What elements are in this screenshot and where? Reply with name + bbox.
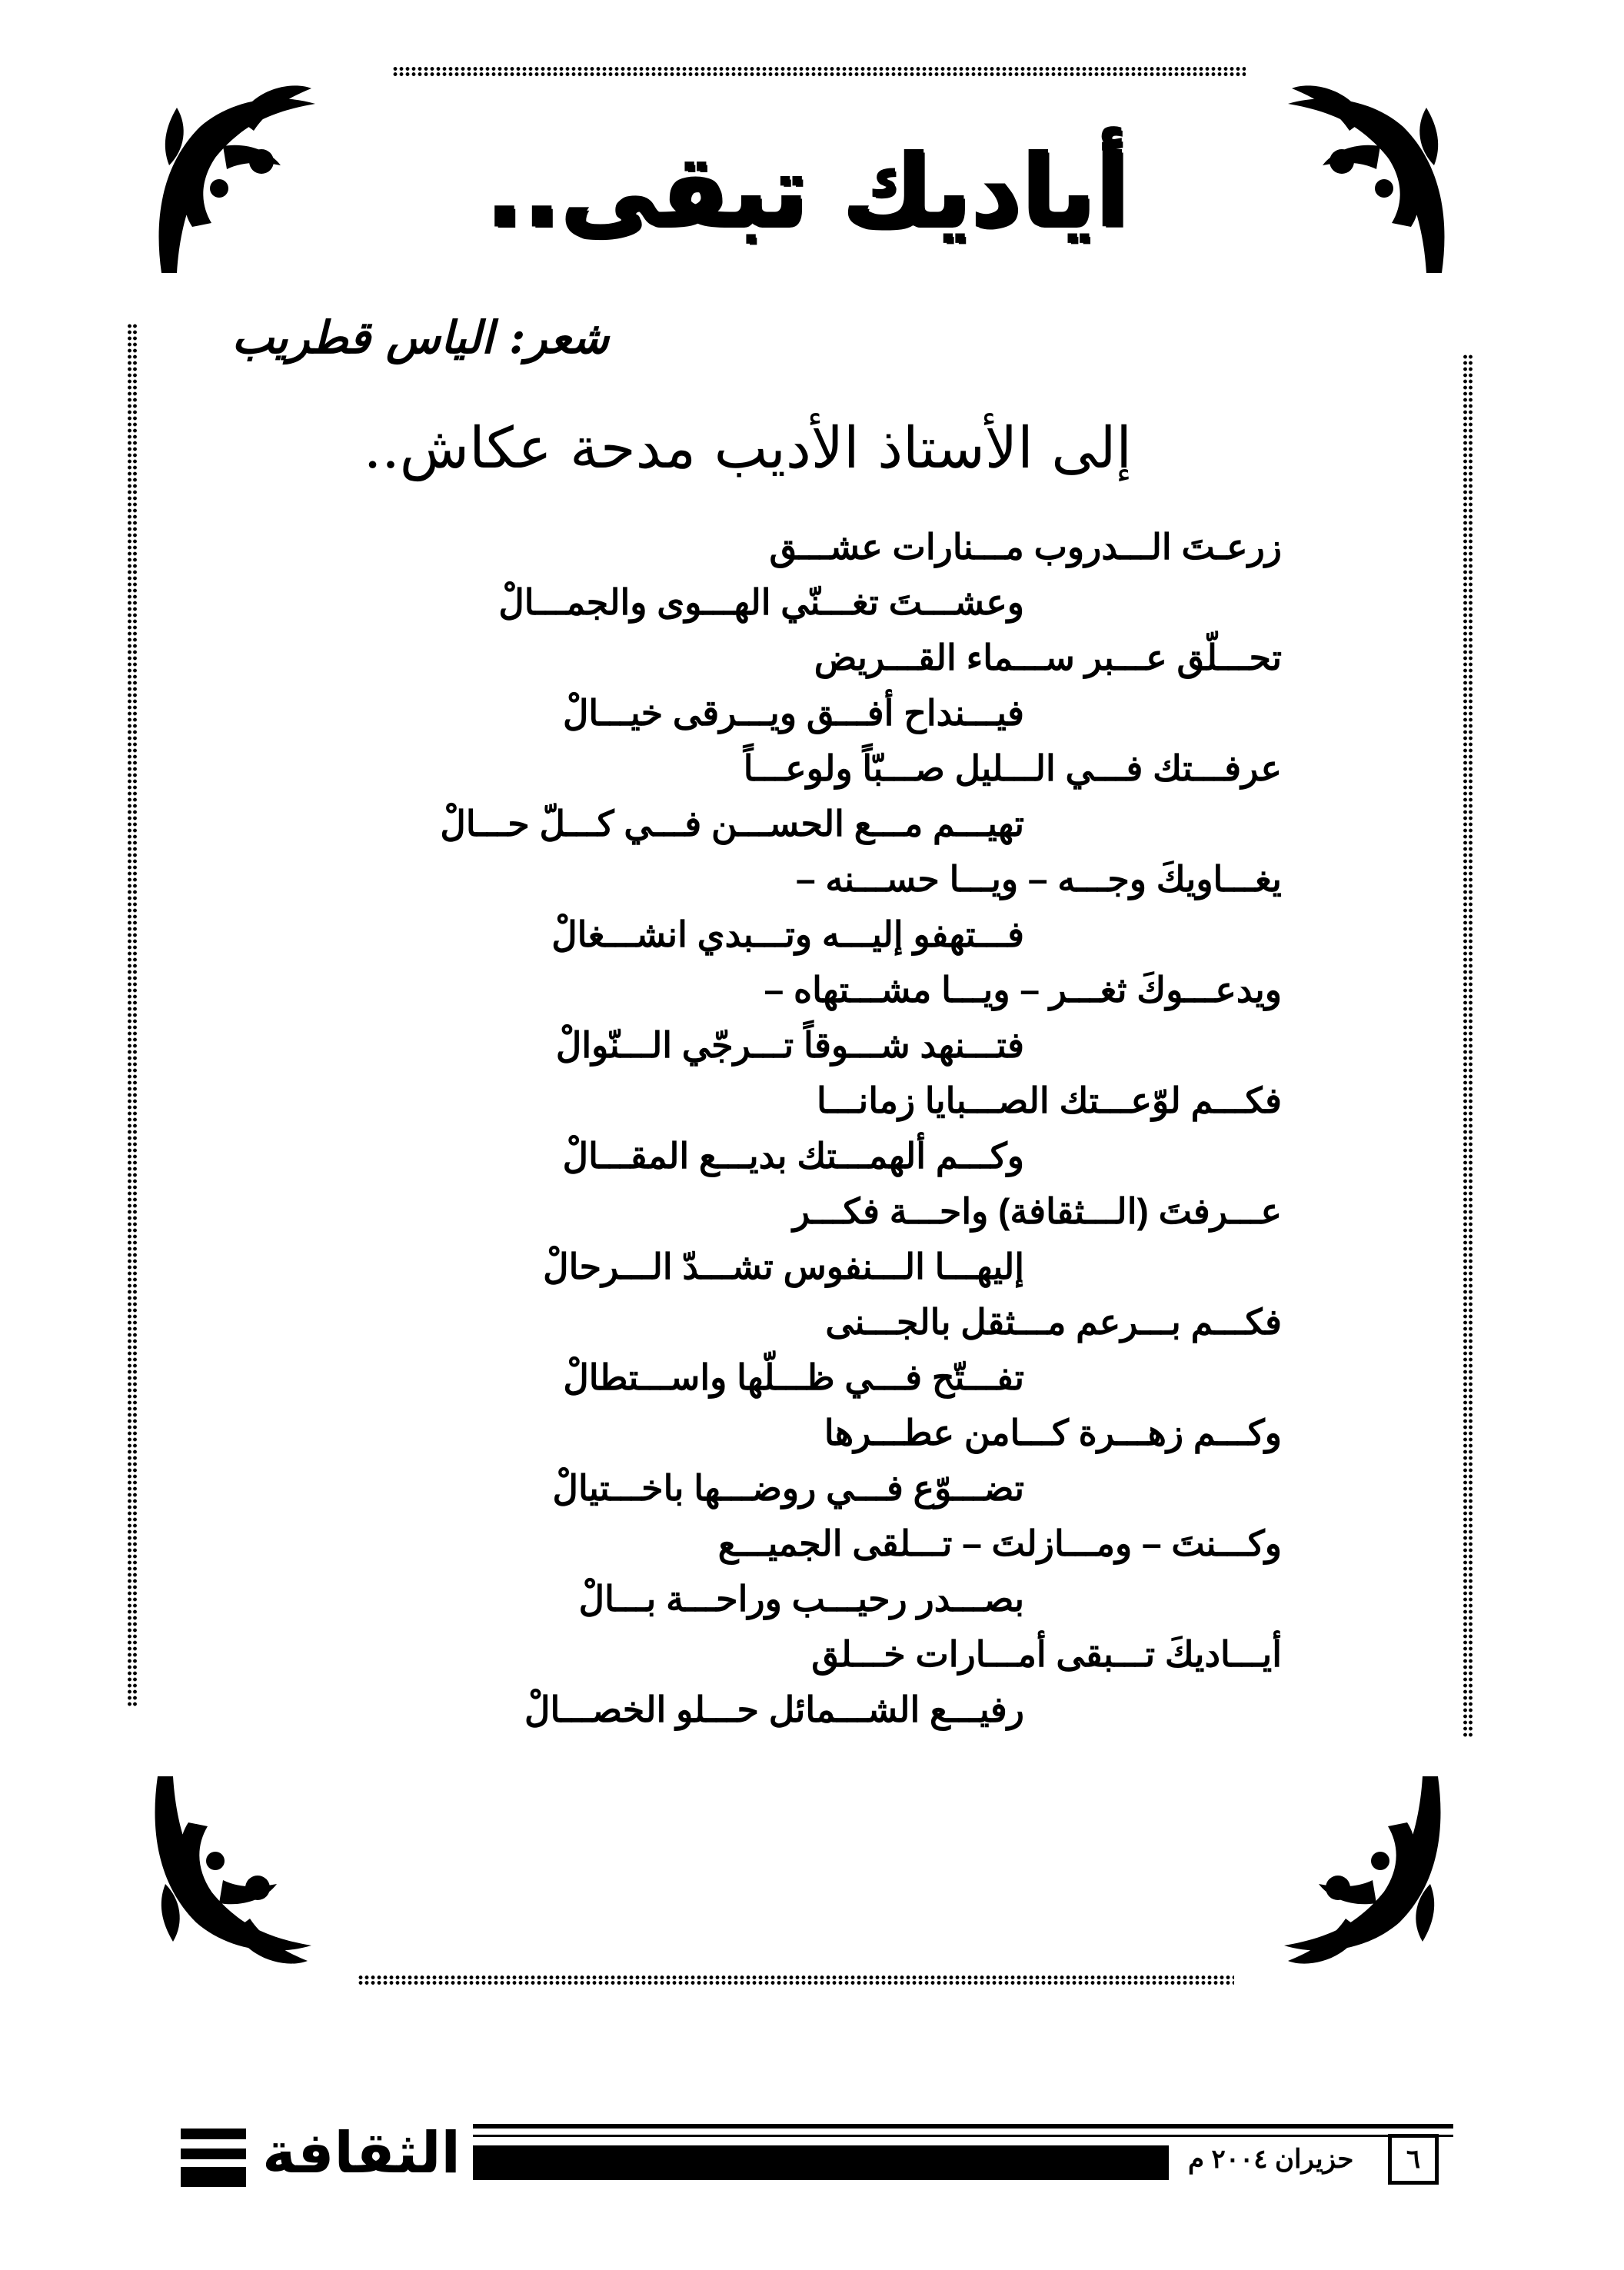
- floral-ornament-icon: [146, 73, 323, 281]
- verse-line: وكـــم زهـــرة كـــامن عطـــرها: [824, 1413, 1282, 1453]
- footer-left-bar-mid: [181, 2149, 246, 2159]
- footer-left-bar-bottom: [181, 2167, 246, 2187]
- verse-line: إليهـــا الـــنفوس تشـــدّ الـــرحالْ: [543, 1247, 1024, 1286]
- corner-ornament-bottom-left: [142, 1769, 319, 1976]
- verse-line: تحـــلّق عـــبر ســـماء القـــريض: [814, 637, 1282, 677]
- footer-left-bar-top: [181, 2129, 246, 2139]
- verse-line: ويدعـــوكَ ثغـــر – ويـــا مشـــتهاه –: [764, 970, 1282, 1010]
- verse-line: وعشـــتَ تغـــنّي الهـــوى والجمـــالْ: [498, 582, 1024, 622]
- right-dotted-border: [1463, 354, 1473, 1738]
- bottom-dotted-border: [358, 1975, 1234, 1985]
- verse-line: يغـــاويكَ وجـــه – ويـــا حســـنه –: [796, 859, 1282, 899]
- poem-title: أياديك تبقى..: [485, 135, 1130, 249]
- verse-line: رفيـــع الشـــمائل حـــلو الخصـــالْ: [524, 1689, 1024, 1729]
- left-dotted-border: [127, 323, 138, 1707]
- verse-line: بصـــدر رحيـــب وراحـــة بـــالْ: [578, 1579, 1024, 1619]
- top-dotted-border: [392, 66, 1246, 77]
- footer-rule-top: [473, 2124, 1453, 2129]
- author-line: شعر: الياس قطريب: [231, 311, 609, 364]
- floral-ornament-icon: [1276, 1769, 1453, 1976]
- footer-thick-bar: [473, 2145, 1169, 2180]
- magazine-logo: الثقافة: [262, 2120, 461, 2186]
- floral-ornament-icon: [142, 1769, 319, 1976]
- corner-ornament-top-left: [146, 73, 323, 281]
- verse-line: فكـــم بـــرعم مـــثقل بالجـــنى: [825, 1302, 1282, 1342]
- verse-line: عـــرفتَ (الـــثقافة) واحـــة فكـــر: [792, 1191, 1282, 1231]
- verse-line: عرفـــتك فـــي الـــليل صـــبّاً ولوعـــاً: [743, 748, 1282, 788]
- verse-line: تضـــوّع فـــي روضـــها باخـــتيالْ: [552, 1468, 1024, 1508]
- verse-line: فكـــم لوّعـــتك الصـــبايا زمانـــا: [816, 1080, 1282, 1120]
- verse-line: وكـــنتَ – ومـــازلتَ – تـــلقى الجميـــع: [717, 1523, 1282, 1563]
- verse-line: تهيـــم مـــع الحســـن فـــي كـــلّ حـــالْ: [440, 804, 1024, 844]
- verse-line: وكـــم ألهمـــتك بديـــع المقـــالْ: [562, 1136, 1024, 1176]
- verse-line: زرعـتَ الـــدروب مـــنارات عشـــق: [769, 527, 1282, 567]
- floral-ornament-icon: [1280, 73, 1457, 281]
- verse-line: تفـــتّح فـــي ظـــلّها واســـتطالْ: [563, 1357, 1024, 1397]
- issue-date: حزيران ٢٠٠٤ م: [1188, 2145, 1354, 2174]
- page-number: ٦: [1388, 2134, 1439, 2185]
- verse-line: فيـــنداح أفـــق ويـــرقى خيـــالْ: [562, 693, 1024, 733]
- verse-line: فـــتهفو إليـــه وتـــبدي انشـــغالْ: [551, 914, 1024, 954]
- footer-rule-thin-1: [473, 2135, 1453, 2137]
- corner-ornament-bottom-right: [1276, 1769, 1453, 1976]
- corner-ornament-top-right: [1280, 73, 1457, 281]
- verse-line: فتـــنهد شـــوقاً تـــرجّي الـــنّوالْ: [555, 1025, 1024, 1065]
- dedication-line: إلى الأستاذ الأديب مدحة عكاش..: [363, 415, 1132, 481]
- verse-line: أيـــاديكَ تـــبقى أمـــارات خـــلق: [811, 1634, 1282, 1674]
